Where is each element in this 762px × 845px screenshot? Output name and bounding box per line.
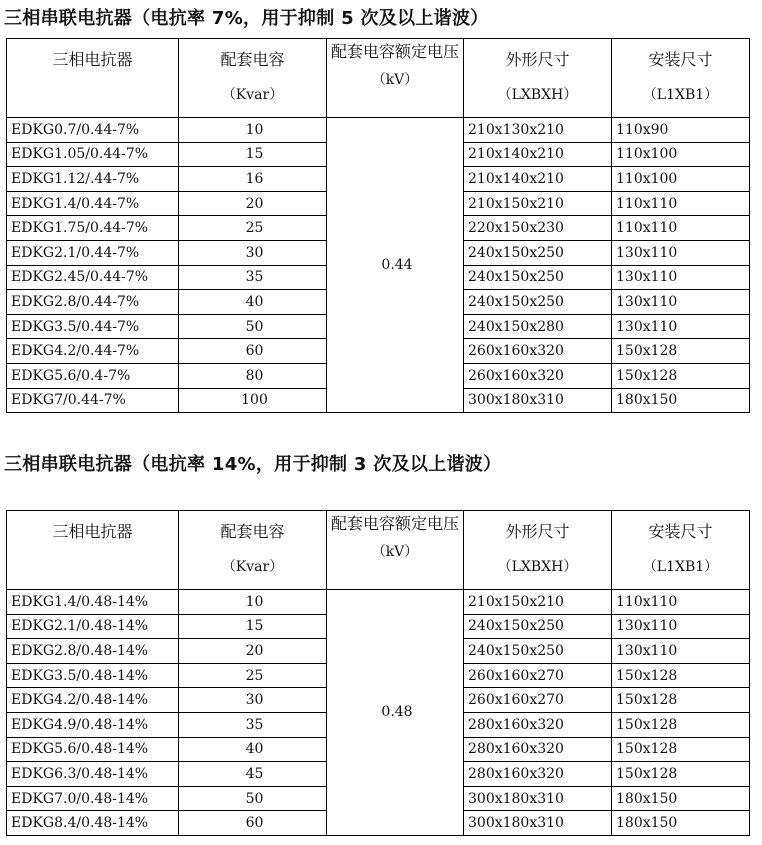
- cell-install-size: 130x110: [612, 314, 750, 339]
- table-header-row: [7, 511, 750, 590]
- cell-install-size: 180x150: [612, 786, 750, 811]
- cell-capacity: 16: [179, 167, 327, 192]
- section-2-title: 三相串联电抗器（电抗率 14%，用于抑制 3 次及以上谐波）: [4, 454, 502, 475]
- cell-capacity: 10: [179, 118, 327, 143]
- col-header-install: 安装尺寸 （L1XB1）: [612, 39, 750, 118]
- cell-capacity: 15: [179, 142, 327, 167]
- cell-dimensions: 220x150x230: [464, 216, 612, 241]
- cell-install-size: 150x128: [612, 712, 750, 737]
- cell-install-size: 130x110: [612, 614, 750, 639]
- cell-dimensions: 280x160x320: [464, 712, 612, 737]
- cell-dimensions: 260x160x320: [464, 339, 612, 364]
- cell-capacity: 80: [179, 363, 327, 388]
- col-header-capacity: 配套电容 （Kvar）: [179, 39, 327, 118]
- cell-dimensions: 210x140x210: [464, 142, 612, 167]
- cell-model: EDKG1.4/0.48-14%: [7, 590, 179, 615]
- cell-install-size: 150x128: [612, 363, 750, 388]
- section-1-title: 三相串联电抗器（电抗率 7%，用于抑制 5 次及以上谐波）: [4, 8, 489, 29]
- cell-install-size: 130x110: [612, 240, 750, 265]
- cell-capacity: 40: [179, 290, 327, 315]
- col-header-model: 三相电抗器: [7, 39, 179, 118]
- cell-capacity: 100: [179, 388, 327, 413]
- cell-dimensions: 260x160x270: [464, 688, 612, 713]
- cell-dimensions: 240x150x250: [464, 290, 612, 315]
- cell-capacity: 20: [179, 639, 327, 664]
- cell-model: EDKG2.1/0.48-14%: [7, 614, 179, 639]
- cell-dimensions: 260x160x270: [464, 663, 612, 688]
- cell-dimensions: 300x180x310: [464, 811, 612, 836]
- cell-capacity: 35: [179, 712, 327, 737]
- cell-dimensions: 240x150x280: [464, 314, 612, 339]
- cell-install-size: 130x110: [612, 265, 750, 290]
- col-header-capacity: 配套电容 （Kvar）: [179, 511, 327, 590]
- cell-install-size: 150x128: [612, 737, 750, 762]
- cell-install-size: 130x110: [612, 639, 750, 664]
- cell-model: EDKG5.6/0.4-7%: [7, 363, 179, 388]
- cell-capacity: 30: [179, 688, 327, 713]
- cell-capacity: 60: [179, 811, 327, 836]
- cell-model: EDKG1.4/0.44-7%: [7, 191, 179, 216]
- cell-dimensions: 240x150x250: [464, 614, 612, 639]
- cell-model: EDKG7.0/0.48-14%: [7, 786, 179, 811]
- cell-model: EDKG2.8/0.48-14%: [7, 639, 179, 664]
- table-header-row: [7, 39, 750, 118]
- cell-capacity: 50: [179, 786, 327, 811]
- cell-capacity: 40: [179, 737, 327, 762]
- cell-model: EDKG2.8/0.44-7%: [7, 290, 179, 315]
- cell-install-size: 110x90: [612, 118, 750, 143]
- cell-install-size: 110x100: [612, 167, 750, 192]
- col-header-model: 三相电抗器: [7, 511, 179, 590]
- cell-install-size: 150x128: [612, 762, 750, 787]
- cell-model: EDKG6.3/0.48-14%: [7, 762, 179, 787]
- cell-install-size: 150x128: [612, 663, 750, 688]
- col-header-dims: 外形尺寸 （LXBXH）: [464, 39, 612, 118]
- cell-capacity: 50: [179, 314, 327, 339]
- cell-model: EDKG3.5/0.48-14%: [7, 663, 179, 688]
- cell-model: EDKG4.2/0.44-7%: [7, 339, 179, 364]
- cell-install-size: 130x110: [612, 290, 750, 315]
- col-header-voltage: 配套电容额定电压 （kV）: [327, 511, 464, 590]
- cell-rated-voltage: 0.44: [327, 118, 464, 413]
- cell-capacity: 25: [179, 663, 327, 688]
- cell-install-size: 110x100: [612, 142, 750, 167]
- cell-install-size: 180x150: [612, 811, 750, 836]
- table-row: [7, 118, 750, 143]
- cell-dimensions: 300x180x310: [464, 786, 612, 811]
- cell-model: EDKG2.1/0.44-7%: [7, 240, 179, 265]
- cell-rated-voltage: 0.48: [327, 590, 464, 836]
- cell-dimensions: 210x150x210: [464, 191, 612, 216]
- reactor-table-7pct: [6, 38, 750, 413]
- cell-dimensions: 280x160x320: [464, 762, 612, 787]
- cell-install-size: 110x110: [612, 590, 750, 615]
- cell-dimensions: 210x150x210: [464, 590, 612, 615]
- cell-install-size: 150x128: [612, 339, 750, 364]
- cell-model: EDKG0.7/0.44-7%: [7, 118, 179, 143]
- cell-dimensions: 240x150x250: [464, 240, 612, 265]
- cell-capacity: 15: [179, 614, 327, 639]
- cell-model: EDKG4.9/0.48-14%: [7, 712, 179, 737]
- cell-model: EDKG2.45/0.44-7%: [7, 265, 179, 290]
- cell-capacity: 45: [179, 762, 327, 787]
- cell-capacity: 60: [179, 339, 327, 364]
- cell-model: EDKG3.5/0.44-7%: [7, 314, 179, 339]
- cell-install-size: 180x150: [612, 388, 750, 413]
- col-header-install: 安装尺寸 （L1XB1）: [612, 511, 750, 590]
- cell-dimensions: 240x150x250: [464, 265, 612, 290]
- cell-install-size: 110x110: [612, 216, 750, 241]
- cell-capacity: 20: [179, 191, 327, 216]
- table-row: [7, 590, 750, 615]
- cell-dimensions: 210x130x210: [464, 118, 612, 143]
- reactor-table-14pct: [6, 510, 750, 836]
- cell-capacity: 30: [179, 240, 327, 265]
- cell-model: EDKG8.4/0.48-14%: [7, 811, 179, 836]
- cell-dimensions: 240x150x250: [464, 639, 612, 664]
- cell-dimensions: 280x160x320: [464, 737, 612, 762]
- col-header-dims: 外形尺寸 （LXBXH）: [464, 511, 612, 590]
- col-header-voltage: 配套电容额定电压 （kV）: [327, 39, 464, 118]
- cell-capacity: 35: [179, 265, 327, 290]
- cell-model: EDKG1.12/.44-7%: [7, 167, 179, 192]
- cell-dimensions: 210x140x210: [464, 167, 612, 192]
- cell-model: EDKG4.2/0.48-14%: [7, 688, 179, 713]
- cell-dimensions: 260x160x320: [464, 363, 612, 388]
- cell-model: EDKG5.6/0.48-14%: [7, 737, 179, 762]
- cell-install-size: 150x128: [612, 688, 750, 713]
- cell-model: EDKG7/0.44-7%: [7, 388, 179, 413]
- cell-model: EDKG1.05/0.44-7%: [7, 142, 179, 167]
- cell-capacity: 10: [179, 590, 327, 615]
- cell-model: EDKG1.75/0.44-7%: [7, 216, 179, 241]
- cell-capacity: 25: [179, 216, 327, 241]
- cell-dimensions: 300x180x310: [464, 388, 612, 413]
- cell-install-size: 110x110: [612, 191, 750, 216]
